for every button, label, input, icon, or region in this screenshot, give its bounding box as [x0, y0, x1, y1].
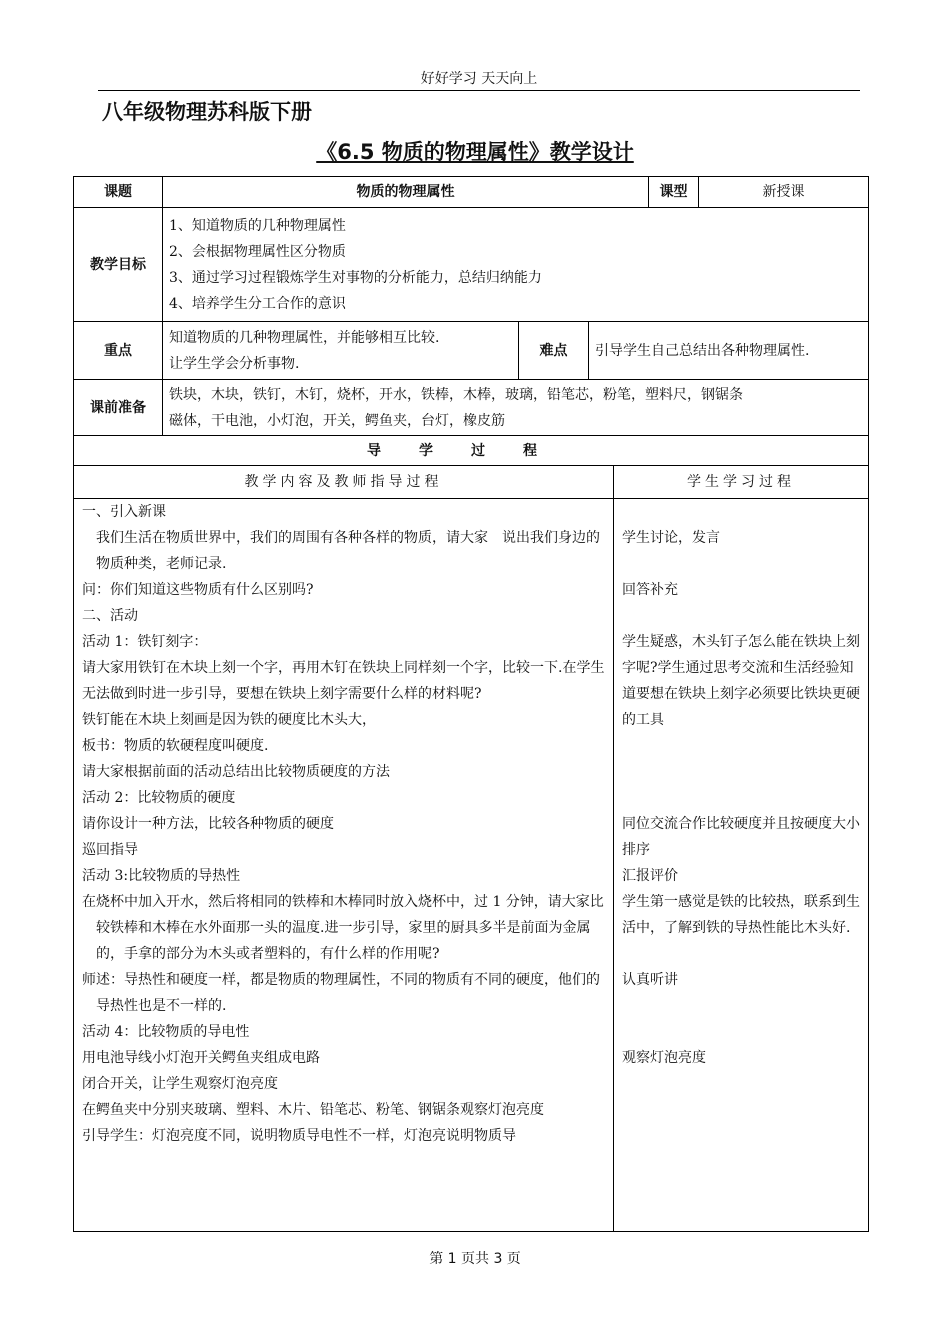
- topic-value: 物质的物理属性: [163, 177, 649, 208]
- goals-label: 教学目标: [74, 208, 163, 322]
- process-header-row: [74, 466, 869, 499]
- teacher-line: 二、活动: [82, 608, 138, 624]
- prep-line: 磁体，干电池，小灯泡，开关，鳄鱼夹，台灯，橡皮筋: [169, 412, 505, 429]
- key-value: [163, 322, 519, 380]
- teacher-line: 问：你们知道这些物质有什么区别吗?: [82, 582, 314, 598]
- key-row: [74, 322, 869, 380]
- teacher-line: 活动 1：铁钉刻字：: [82, 634, 208, 650]
- goal-item: 2、会根据物理属性区分物质: [169, 243, 346, 260]
- teacher-line: 在烧杯中加入开水，然后将相同的铁棒和木棒同时放入烧杯中，过 1 分钟，请大家比较铁棒和木棒在水外面那一头的温度.进一步引导，家里的厨具多半是前面为金属的，手拿的部分为木头或者塑料的，有什么样的作用呢?: [82, 894, 604, 962]
- process-table: [73, 465, 869, 1232]
- student-spacer: [622, 941, 860, 967]
- student-spacer: [622, 733, 860, 759]
- goal-item: 1、知道物质的几种物理属性: [169, 217, 346, 234]
- student-spacer: [622, 1019, 860, 1045]
- student-line: 认真听讲: [622, 972, 678, 988]
- type-value: 新授课: [699, 177, 869, 208]
- difficulty-value: 引导学生自己总结出各种物理属性.: [589, 322, 869, 380]
- teacher-line: 在鳄鱼夹中分别夹玻璃、塑料、木片、铅笔芯、粉笔、钢锯条观察灯泡亮度: [82, 1102, 544, 1118]
- process-title-row: [74, 436, 869, 466]
- page-header: 好好学习 天天向上: [98, 70, 860, 91]
- teacher-line: 请大家根据前面的活动总结出比较物质硬度的方法: [82, 764, 390, 780]
- lesson-info-table: [73, 176, 869, 466]
- process-body-row: [74, 499, 869, 1232]
- student-content: [614, 499, 869, 1232]
- key-label: 重点: [74, 322, 163, 380]
- teacher-line: 活动 2：比较物质的硬度: [82, 790, 236, 806]
- teacher-line: 请你设计一种方法，比较各种物质的硬度: [82, 816, 334, 832]
- lesson-title-text: 《6.5 物质的物理属性》教学设计: [316, 140, 634, 164]
- prep-label: 课前准备: [74, 380, 163, 436]
- topic-label: 课题: [74, 177, 163, 208]
- key-line: 让学生学会分析事物.: [169, 355, 300, 372]
- page-footer: 第 1 页共 3 页: [429, 1251, 521, 1267]
- goals-row: [74, 208, 869, 322]
- goal-item: 4、培养学生分工合作的意识: [169, 295, 346, 312]
- process-title: 导学过程: [367, 442, 575, 459]
- prep-row: [74, 380, 869, 436]
- student-spacer: [622, 499, 860, 525]
- teacher-line: 请大家用铁钉在木块上刻一个字，再用木钉在铁块上同样刻一个字，比较一下.在学生无法做到时进一步引导，要想在铁块上刻字需要什么样的材料呢?: [82, 660, 605, 702]
- teacher-header: 教学内容及教师指导过程: [74, 466, 614, 499]
- goal-item: 3、通过学习过程锻炼学生对事物的分析能力，总结归纳能力: [169, 269, 542, 286]
- teacher-line: 闭合开关，让学生观察灯泡亮度: [82, 1076, 278, 1092]
- student-spacer: [622, 993, 860, 1019]
- process-title-cell: [74, 436, 869, 466]
- difficulty-label: 难点: [519, 322, 589, 380]
- student-line: 同位交流合作比较硬度并且按硬度大小排序: [622, 816, 860, 858]
- prep-line: 铁块，木块，铁钉，木钉，烧杯，开水，铁棒，木棒，玻璃，铅笔芯，粉笔，塑料尺，钢锯条: [169, 386, 743, 403]
- student-header: 学生学习过程: [614, 466, 869, 499]
- student-spacer: [622, 759, 860, 785]
- goals-list: [163, 208, 869, 322]
- student-line: 汇报评价: [622, 868, 678, 884]
- student-line: 回答补充: [622, 582, 678, 598]
- key-line: 知道物质的几种物理属性，并能够相互比较.: [169, 329, 440, 346]
- prep-value: [163, 380, 869, 436]
- teacher-line: 师述：导热性和硬度一样，都是物质的物理属性，不同的物质有不同的硬度，他们的导热性也是不一样的.: [82, 972, 600, 1014]
- grade-title: 八年级物理苏科版下册: [102, 100, 312, 124]
- teacher-line: 巡回指导: [82, 842, 138, 858]
- student-line: 学生第一感觉是铁的比较热，联系到生活中，了解到铁的导热性能比木头好.: [622, 894, 860, 936]
- teacher-line: 用电池导线小灯泡开关鳄鱼夹组成电路: [82, 1050, 320, 1066]
- teacher-line: 板书：物质的软硬程度叫硬度.: [82, 738, 269, 754]
- student-line: 观察灯泡亮度: [622, 1050, 706, 1066]
- student-spacer: [622, 785, 860, 811]
- student-spacer: [622, 603, 860, 629]
- lesson-title: [0, 136, 950, 166]
- teacher-line: 活动 3:比较物质的导热性: [82, 868, 241, 884]
- teacher-line: 活动 4：比较物质的导电性: [82, 1024, 250, 1040]
- student-line: 学生疑惑，木头钉子怎么能在铁块上刻字呢?学生通过思考交流和生活经验知道要想在铁块上刻字必须要比铁块更硬的工具: [622, 634, 860, 728]
- teacher-content: [74, 499, 614, 1232]
- teacher-line: 铁钉能在木块上刻画是因为铁的硬度比木头大，: [82, 712, 376, 728]
- student-spacer: [622, 551, 860, 577]
- teacher-line: 我们生活在物质世界中，我们的周围有各种各样的物质，请大家 说出我们身边的物质种类，老师记录.: [96, 530, 600, 572]
- teacher-line: 引导学生：灯泡亮度不同，说明物质导电性不一样，灯泡亮说明物质导: [82, 1128, 516, 1144]
- student-line: 学生讨论，发言: [622, 530, 720, 546]
- type-label: 课型: [649, 177, 699, 208]
- teacher-line: 一、引入新课: [82, 504, 166, 520]
- topic-row: [74, 177, 869, 208]
